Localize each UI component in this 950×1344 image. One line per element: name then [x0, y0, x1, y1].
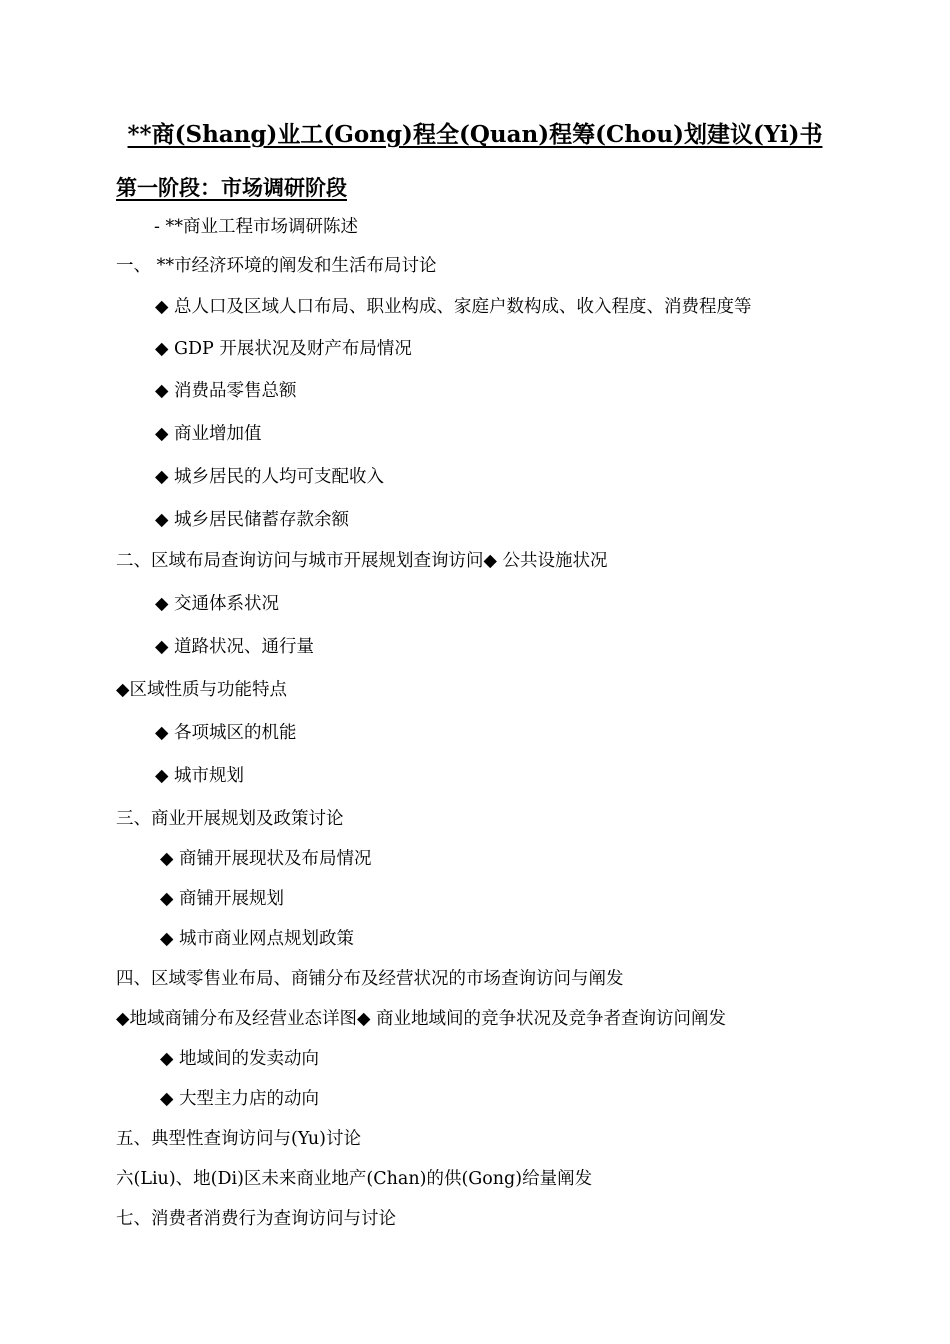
section-heading-3: 三、商业开展规划及政策讨论 — [116, 809, 344, 829]
bullet-item: ◆区域性质与功能特点 — [116, 680, 287, 700]
bullet-item: ◆ 城乡居民的人均可支配收入 — [155, 467, 385, 487]
section-heading-1: 一、 **市经济环境的阐发和生活布局讨论 — [116, 256, 437, 276]
bullet-item: ◆ 各项城区的机能 — [155, 723, 297, 743]
bullet-item: ◆ 城市规划 — [155, 766, 245, 786]
bullet-item: ◆ 道路状况、通行量 — [155, 637, 315, 657]
section-heading-5: 五、典型性查询访问与(Yu)讨论 — [116, 1129, 361, 1149]
bullet-item: ◆ 地域间的发卖动向 — [160, 1049, 320, 1069]
bullet-item: ◆ 交通体系状况 — [155, 594, 280, 614]
bullet-item: ◆ 商业增加值 — [155, 424, 262, 444]
bullet-item: ◆ 消费品零售总额 — [155, 381, 297, 401]
phase-heading: 第一阶段：市场调研阶段 — [116, 175, 347, 200]
bullet-item: ◆ 城市商业网点规划政策 — [160, 929, 355, 949]
bullet-item: ◆ 城乡居民储蓄存款余额 — [155, 510, 350, 530]
bullet-item: ◆ 商铺开展现状及布局情况 — [160, 849, 372, 869]
bullet-item: ◆ 大型主力店的动向 — [160, 1089, 320, 1109]
bullet-item: ◆地域商铺分布及经营业态详图◆ 商业地域间的竞争状况及竞争者查询访问阐发 — [116, 1009, 726, 1029]
section-heading-6: 六(Liu)、地(Di)区未来商业地产(Chan)的供(Gong)给量阐发 — [116, 1169, 593, 1189]
section-heading-7: 七、消费者消费行为查询访问与讨论 — [116, 1209, 396, 1229]
document-title: **商(Shang)业工(Gong)程全(Quan)程筹(Chou)划建议(Yi)书 — [127, 121, 823, 148]
report-subtitle-line: - **商业工程市场调研陈述 — [154, 217, 358, 237]
section-heading-2: 二、区域布局查询访问与城市开展规划查询访问◆ 公共设施状况 — [116, 551, 608, 571]
bullet-item: ◆ 总人口及区域人口布局、职业构成、家庭户数构成、收入程度、消费程度等 — [155, 297, 752, 317]
bullet-item: ◆ 商铺开展规划 — [160, 889, 285, 909]
bullet-item: ◆ GDP 开展状况及财产布局情况 — [155, 339, 412, 359]
section-heading-4: 四、区域零售业布局、商铺分布及经营状况的市场查询访问与阐发 — [116, 969, 624, 989]
